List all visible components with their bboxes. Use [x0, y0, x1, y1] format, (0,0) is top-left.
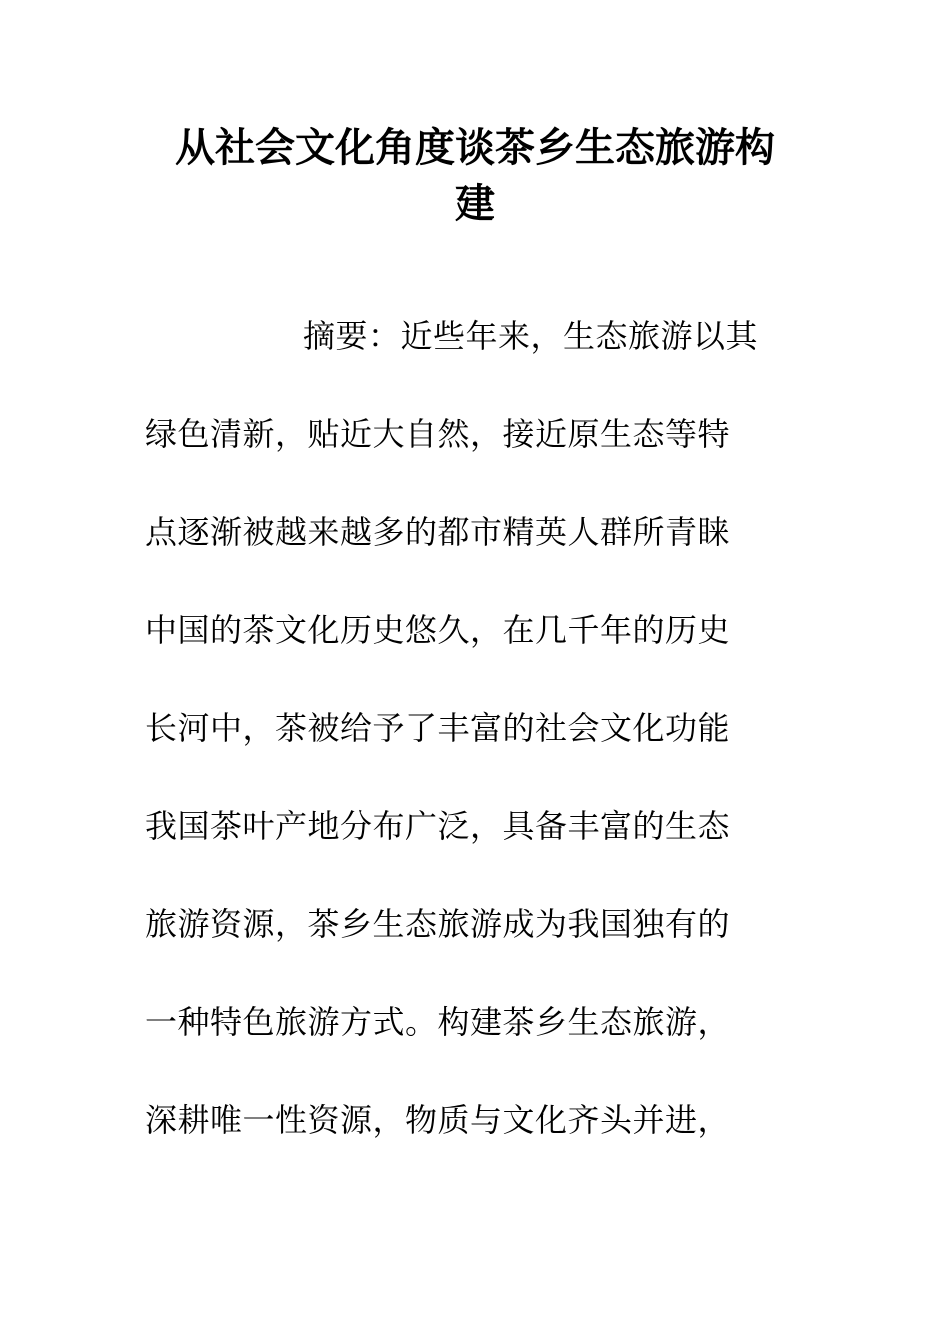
body-line: 深耕唯一性资源，物质与文化齐头并进，: [145, 1101, 731, 1139]
body-line: 绿色清新，贴近大自然，接近原生态等特: [145, 415, 731, 453]
abstract-paragraph: [145, 306, 810, 1188]
body-line: 中国的茶文化历史悠久，在几千年的历史: [145, 611, 731, 649]
title-line: 建: [455, 181, 495, 227]
body-line: 一种特色旅游方式。构建茶乡生态旅游，: [145, 1003, 731, 1041]
body-line: 旅游资源，茶乡生态旅游成为我国独有的: [145, 905, 731, 943]
body-line: 我国茶叶产地分布广泛，具备丰富的生态: [145, 807, 731, 845]
title-line: 从社会文化角度谈茶乡生态旅游构: [175, 125, 775, 171]
body-line: 摘要：近些年来，生态旅游以其: [303, 317, 759, 355]
body-line: 点逐渐被越来越多的都市精英人群所青睐: [145, 513, 731, 551]
body-line: 长河中，茶被给予了丰富的社会文化功能: [145, 709, 731, 747]
page-title: [100, 120, 850, 232]
